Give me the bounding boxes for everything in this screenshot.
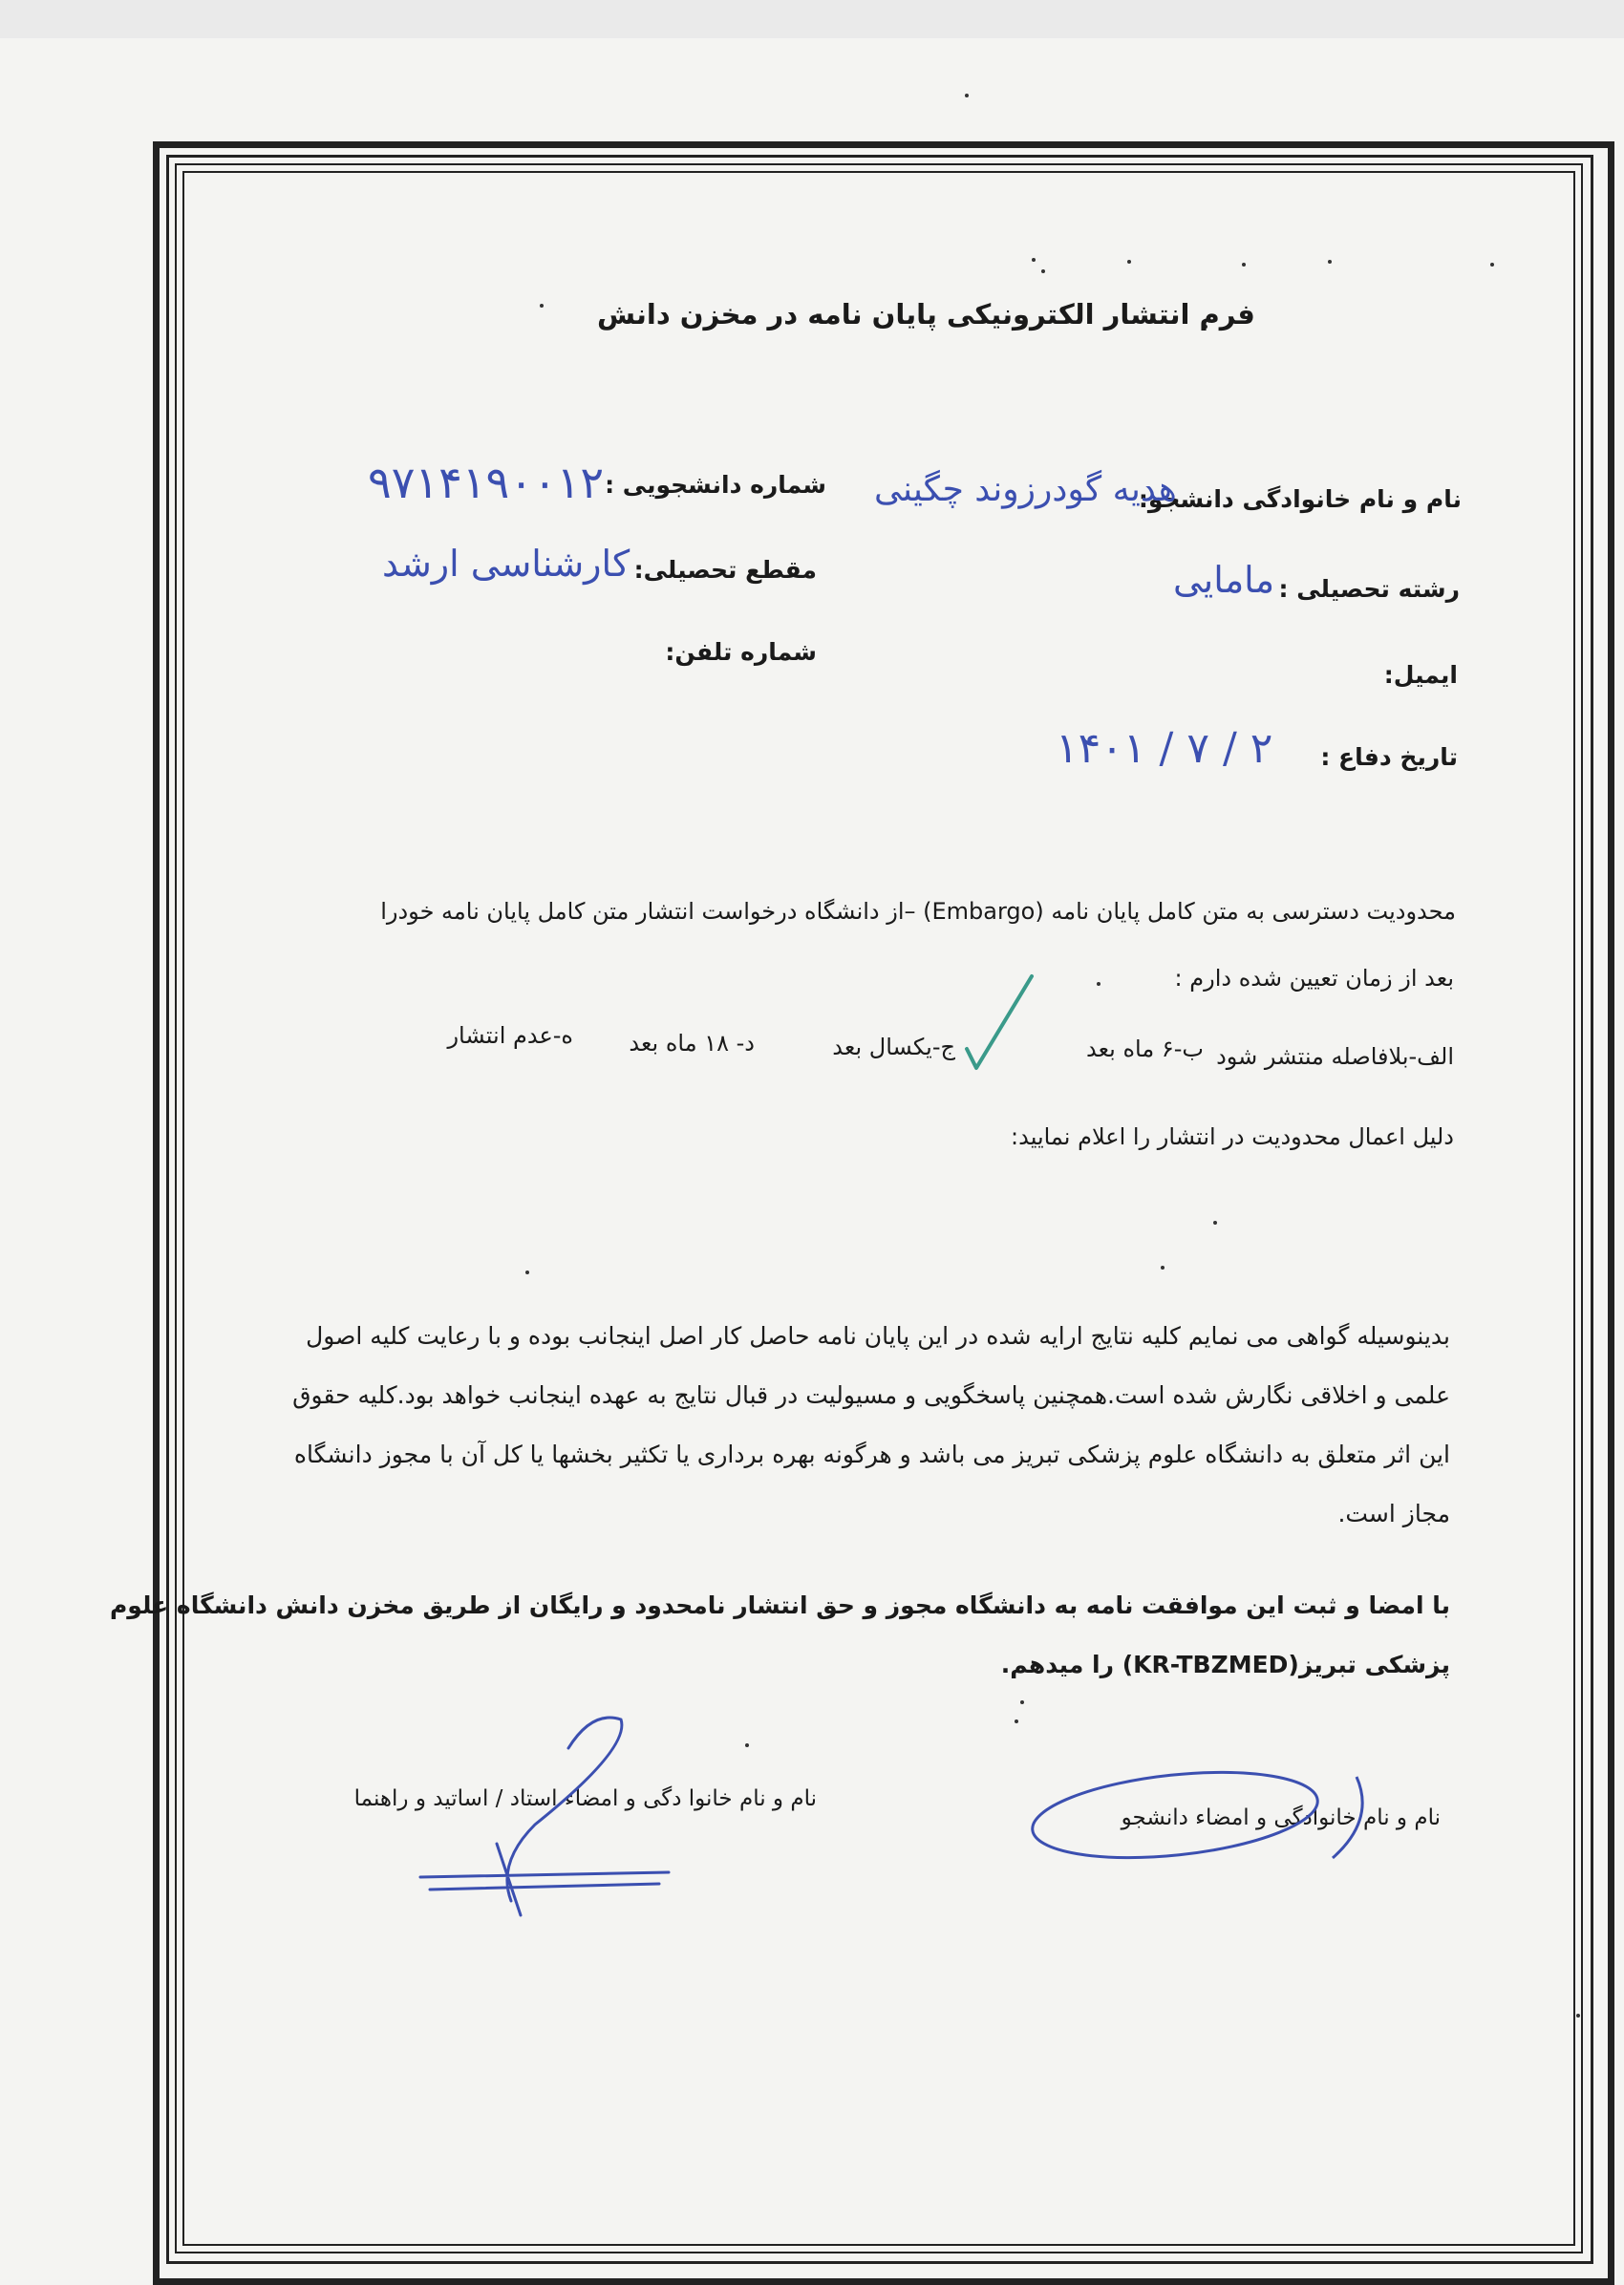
degree-label: مقطع تحصیلی: [633,556,817,584]
license-line: با امضا و ثبت این موافقت نامه به دانشگاه مجوز و حق انتشار نامحدود و رایگان از طریق مخزن دانش دانشگاه علوم [109,1591,1450,1619]
checkmark-icon [967,976,1032,1068]
form-title: فرم انتشار الکترونیکی پایان نامه در مخزن دانش [597,298,1255,331]
advisor-signature [420,1718,669,1915]
declaration-line: این اثر متعلق به دانشگاه علوم پزشکی تبریز می باشد و هرگونه بهره برداری یا تکثیر بخشها یا کل آن با مجوز دانشگاه [293,1441,1450,1468]
phone-label: شماره تلفن: [665,638,817,666]
declaration-line: علمی و اخلاقی نگارش شده است.همچنین پاسخگویی و مسیولیت در قبال نتایج به عهده اینجانب خواهد بود.کلیه حقوق [292,1381,1450,1409]
defense-date-value: ۱۴۰۱ / ۷ / ۲ [1056,724,1273,773]
embargo-reason-label: دلیل اعمال محدودیت در انتشار را اعلام نمایید: [1011,1123,1454,1150]
defense-date-label: تاریخ دفاع : [1320,743,1458,771]
student-number-value: ۹۷۱۴۱۹۰۰۱۲ [368,457,605,508]
embargo-text-line1: محدودیت دسترسی به متن کامل پایان نامه (Embargo) –از دانشگاه درخواست انتشار متن کامل پایان نامه خودرا [380,898,1456,925]
declaration-line: مجاز است. [1337,1500,1450,1527]
student-signature-label: نام و نام خانوادگی و امضاء دانشجو [1121,1805,1441,1830]
student-name-label: نام و نام خانوادگی دانشجو: [1138,485,1462,513]
student-number-label: شماره دانشجویی : [605,471,826,499]
declaration-line: بدینوسیله گواهی می نمایم کلیه نتایج ارایه شده در این پایان نامه حاصل کار اصل اینجانب بوده و با رعایت کلیه اصول [306,1322,1450,1350]
degree-value: کارشناسی ارشد [382,543,630,585]
field-of-study-value: مامایی [1173,559,1275,601]
embargo-option-a[interactable]: الف-بلافاصله منتشر شود [1216,1043,1454,1070]
embargo-option-c[interactable]: ج-یکسال بعد [832,1034,955,1060]
email-label: ایمیل: [1383,661,1458,689]
advisor-signature-label: نام و نام خانوا دگی و امضاء استاد / اساتید و راهنما [353,1786,817,1811]
license-line: پزشکی تبریز(KR-TBZMED) را میدهم. [1000,1651,1450,1678]
embargo-text-line2: بعد از زمان تعیین شده دارم : [1174,965,1454,992]
field-of-study-label: رشته تحصیلی : [1278,575,1460,603]
embargo-option-e[interactable]: ه-عدم انتشار [447,1022,573,1049]
student-signature-oval [1028,1761,1321,1870]
student-signature-stroke [1333,1777,1362,1858]
embargo-option-b[interactable]: ب-۶ ماه بعد [1085,1036,1204,1062]
embargo-option-d[interactable]: د- ۱۸ ماه بعد [629,1030,755,1057]
student-name-value: هدیه گودرزوند چگینی [874,470,1177,509]
